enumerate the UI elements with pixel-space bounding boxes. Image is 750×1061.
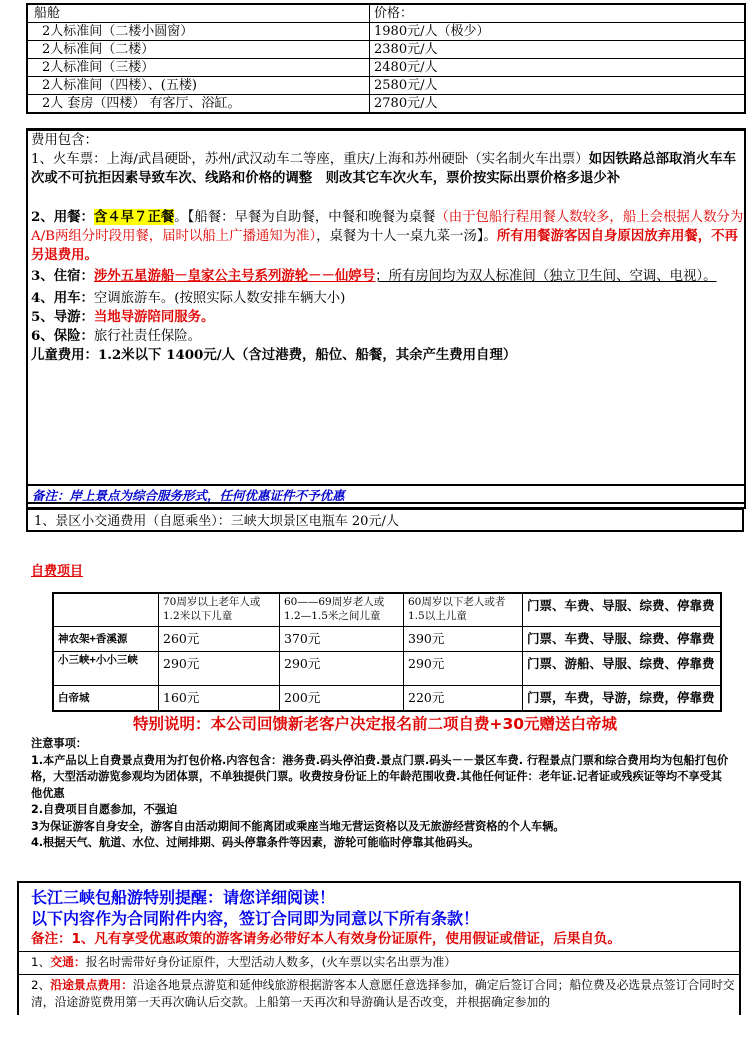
reminder-transport [19,952,739,972]
header-blank [53,593,159,627]
item-name: 小三峡+小小三峡 [53,652,159,686]
fee-child [28,346,744,365]
optional-items-table [52,592,722,712]
cabin-price-table [26,3,746,114]
notes-title: 注意事项： [31,737,87,750]
price-60-69: 290元 [280,652,404,686]
train-bold-note: 如因铁路总部取消火车车次或不可抗拒因素导致车次、线路和价格的调整 则改其它车次火车，票价按实际出票价格多退少补 [31,151,736,186]
table-row [27,59,745,77]
meal-no-refund: 所有用餐游客因自身原因放弃用餐，不再另退费用。 [31,228,738,263]
notes-section [31,736,731,852]
table-row [53,652,721,686]
price-60-69: 200元 [280,686,404,712]
scenic-transport-fee: 1、景区小交通费用（自愿乘坐）：三峡大坝景区电瓶车 20元/人 [26,508,744,532]
fee-insurance [28,327,744,346]
header-age-60-69: 60——69周岁老人或1.2—1.5米之间儿童 [280,593,404,627]
stay-text: ；所有房间均为双人标准间（独立卫生间、空调、电视）。 [375,269,717,284]
fee-meal [28,208,744,265]
item-name: 白帝城 [53,686,159,712]
table-row [53,627,721,652]
fee-car [28,289,744,308]
reminder-subtitle: 以下内容作为合同附件内容，签订合同即为同意以下所有条款！ [31,909,480,928]
note-item: 4.根据天气、航道、水位、过闸排期、码头停靠条件等因素，游轮可能临时停靠其他码头。 [31,836,480,849]
price-70: 160元 [159,686,280,712]
header-age-under-60: 60周岁以下老人或者1.5以上儿童 [404,593,523,627]
item-number: 2、 [31,978,51,992]
reminder-scenic-fees [19,975,739,1011]
special-note: 特别说明：本公司回馈新老客户决定报名前二项自费+30元赠送白帝城 [132,715,618,733]
cabin-price: 2380元/人 [370,41,746,59]
car-text: 空调旅游车。(按照实际人数安排车辆大小) [93,291,346,306]
price-70: 290元 [159,652,280,686]
header-includes: 门票、车费、导服、综费、停靠费 [523,593,722,627]
insurance-label: 6、保险： [31,328,94,344]
meal-text: 。【船餐：早餐为自助餐，中餐和晚餐为桌餐 [174,210,436,225]
item-name: 神农架+香溪源 [53,627,159,652]
meal-text-2: ，桌餐为十人一桌九菜一汤】。 [316,229,497,244]
transport-text: 报名时需带好身份证原件，大型活动人数多，(火车票以实名出票为准） [85,955,457,969]
table-row [27,77,745,95]
cabin-price: 1980元/人（极少） [370,23,746,41]
price-under-60: 220元 [404,686,523,712]
item-number: 1、 [31,955,51,969]
fees-title: 费用包含： [31,133,98,148]
header-age-70: 70周岁以上老年人或1.2米以下儿童 [159,593,280,627]
price-header: 价格： [370,4,746,23]
optional-items-title: 自费项目 [31,564,84,579]
cabin-header: 船舱 [27,4,370,23]
table-header-row [53,593,721,627]
cabin-type: 2人标准间（三楼） [27,59,370,77]
cabin-type: 2人标准间（二楼小圆窗） [27,23,370,41]
note-item: 2.自费项目自愿参加，不强迫 [31,803,178,816]
table-row [53,686,721,712]
reminder-red-note: 备注：1、凡有享受优惠政策的游客请务必带好本人有效身份证原件，使用假证或借证，后果自负。 [31,931,621,947]
note-item: 3为保证游客自身安全，游客自由活动期间不能离团或乘座当地无营运资格以及无旅游经营资格的个人车辆。 [31,819,565,833]
cabin-type: 2人标准间（四楼）、(五楼) [27,77,370,95]
guide-label: 5、导游： [31,309,94,325]
price-under-60: 390元 [404,627,523,652]
meal-highlight: 含４早７正餐 [93,209,175,225]
fee-train [28,150,744,188]
meal-red-note: （由于包船行程用餐人数较多，船上会根据人数分为A/B两组分时段用餐，届时以船上广播通知为准） [31,210,744,244]
guide-text: 当地导游陪同服务。 [93,309,215,325]
cabin-type: 2人 套房（四楼） 有客厅、浴缸。 [27,95,370,114]
table-row [27,41,745,59]
reminder-title: 长江三峡包船游特别提醒：请您详细阅读！ [31,888,336,907]
cabin-type: 2人标准间（二楼） [27,41,370,59]
cabin-price: 2780元/人 [370,95,746,114]
cabin-price: 2480元/人 [370,59,746,77]
transport-label: 交通： [50,955,86,969]
fees-included-section [26,128,746,509]
discount-notice: 备注：岸上景点为综合服务形式，任何优惠证件不予优惠 [26,484,744,504]
table-row [27,23,745,41]
item-includes: 门票、游船、导服、综费、停靠费 [523,652,722,686]
fee-stay [28,267,744,286]
note-item: 1.本产品以上自费景点费用为打包价格.内容包含：港务费.码头停泊费.景点门票.码头－－景区车费. 行程景点门票和综合费用均为包船打包价格，大型活动游览参观均为团体票，不单独提供门票。收费按身份证上的年龄范围收费.其他任何证件：老年证.记者证或残疾证等均不享受其他优惠 [31,753,729,800]
stay-ship: 涉外五星游船－皇家公主号系列游轮－－仙婷号 [93,268,376,284]
train-label: 1、火车票： [31,152,107,167]
item-includes: 门票、车费、导服、综费、停靠费 [523,627,722,652]
table-row [27,95,745,114]
meal-label: 2、用餐： [31,209,94,225]
scenic-fee-text: 沿途各地景点游览和延伸线旅游根据游客本人意愿任意选择参加，确定后签订合同；船位费及必选景点签订合同时交清，沿途游览费用第一天再次确认后交款。上船第一天再次和导游确认是否改变，并根据确定参加的 [31,978,735,1009]
cabin-price: 2580元/人 [370,77,746,95]
item-includes: 门票，车费，导游，综费，停靠费 [523,686,722,712]
car-label: 4、用车： [31,290,94,306]
fee-guide [28,308,744,327]
child-text: 1.2米以下 1400元/人（含过港费，船位、船餐，其余产生费用自理） [97,347,517,363]
train-text: 上海/武昌硬卧，苏州/武汉动车二等座，重庆/上海和苏州硬卧（实名制火车出票） [106,152,589,167]
price-70: 260元 [159,627,280,652]
price-under-60: 290元 [404,652,523,686]
stay-label: 3、住宿： [31,268,94,284]
scenic-fee-label: 沿途景点费用： [50,978,133,992]
insurance-text: 旅行社责任保险。 [93,329,202,344]
child-label: 儿童费用： [31,347,98,363]
price-60-69: 370元 [280,627,404,652]
special-reminder-box [17,881,741,1015]
